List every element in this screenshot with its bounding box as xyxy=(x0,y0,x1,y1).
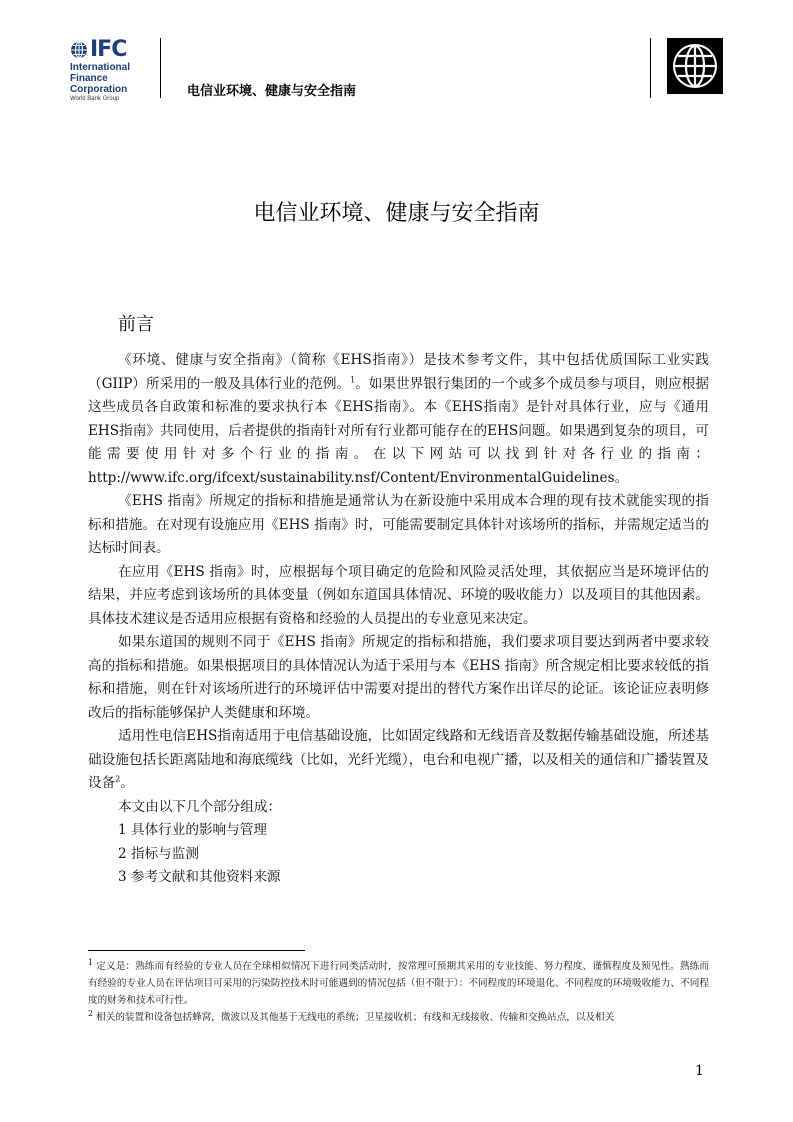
header-divider-right xyxy=(650,38,651,98)
paragraph-6: 本文由以下几个部分组成： xyxy=(118,798,282,815)
ifc-letters: IFC xyxy=(90,37,127,62)
paragraph-1 xyxy=(88,349,709,490)
ifc-line-finance: Finance xyxy=(70,73,108,84)
footnote-1 xyxy=(88,958,709,1009)
footnote-1-number: 1 xyxy=(88,957,94,967)
ifc-line-corporation: Corporation xyxy=(70,84,128,95)
page-number: 1 xyxy=(695,1063,704,1079)
contents-item-2: 2 指标与监测 xyxy=(118,845,199,862)
ifc-sub-label: World Bank Group xyxy=(70,96,120,102)
footnote-2-text: 相关的装置和设备包括蜂窝，微波以及其他基于无线电的系统；卫星接收机；有线和无线接收、传输和交换站点，以及相关 xyxy=(96,1012,615,1023)
paragraph-5 xyxy=(88,725,709,796)
paragraph-3: 在应用《EHS 指南》时，应根据每个项目确定的危险和风险灵活处理，其依据应当是环境评估的结果，并应考虑到该场所的具体变量（例如东道国具体情况、环境的吸收能力）以及项目的其他因素。具体技术建议是否适用应根据有资格和经验的人员提出的专业意见来决定。 xyxy=(88,563,709,627)
footnote-ref-1: 1 xyxy=(350,374,356,384)
paragraph-4: 如果东道国的规则不同于《EHS 指南》所规定的指标和措施，我们要求项目要达到两者中要求较高的指标和措施。如果根据项目的具体情况认为适于采用与本《EHS 指南》所含规定相比要求较低的指标和措施，则在针对该场所进行的环境评估中需要对提出的替代方案作出详尽的论证。该论证应表明修改后的指标能够保护人类健康和环境。 xyxy=(88,634,709,721)
section-heading-preface: 前言 xyxy=(118,314,154,335)
paragraph-2: 《EHS 指南》所规定的指标和措施是通常认为在新设施中采用成本合理的现有技术就能实现的指标和措施。在对现有设施应用《EHS 指南》时，可能需要制定具体针对该场所的指标，并需规定适当的达标时间表。 xyxy=(88,493,709,556)
contents-item-1: 1 具体行业的影响与管理 xyxy=(118,822,267,838)
ifc-line-international: International xyxy=(70,62,131,73)
footnote-ref-2: 2 xyxy=(115,774,121,784)
header-title: 电信业环境、健康与安全指南 xyxy=(187,84,357,99)
footnotes xyxy=(88,958,709,1026)
ifc-logo xyxy=(70,38,150,104)
footnote-rule xyxy=(88,950,305,951)
contents-item-3: 3 参考文献和其他资料来源 xyxy=(118,869,281,885)
body-text xyxy=(88,349,709,890)
footnote-1-text: 定义是：熟练而有经验的专业人员在全球相似情况下进行同类活动时，按常理可预期其采用的专业技能、努力程度、谨慎程度及预见性。熟练而有经验的专业人员在评估项目可采用的污染防控技术时可能遇到的情况包括（但不限于）：不同程度的环境退化、不同程度的环境吸收能力、不同程度的财务和技术可行性。 xyxy=(88,961,709,1006)
footnote-2-number: 2 xyxy=(88,1008,94,1018)
ifc-globe-icon xyxy=(70,41,88,59)
paragraph-1-part-b: 。如果世界银行集团的一个或多个成员参与项目，则应根据这些成员各自政策和标准的要求执行本《EHS指南》。本《EHS指南》是针对具体行业，应与《通用EHS指南》共同使用，后者提供的指南针对所有行业都可能存在的EHS问题。如果遇到复杂的项目，可能需要使用针对多个行业的指南。在以下网站可以找到针对各行业的指南：http://www.ifc.org/ifcext/sustainability.nsf/Content/EnvironmentalGuidelines。 xyxy=(88,375,709,486)
paragraph-5-part-a: 适用性电信EHS指南适用于电信基础设施，比如固定线路和无线语音及数据传输基础设施，所述基础设施包括长距离陆地和海底缆线（比如，光纤光缆），电台和电视广播，以及相关的通信和广播装置及设备 xyxy=(88,728,709,791)
world-bank-globe-icon xyxy=(667,38,723,94)
document-title: 电信业环境、健康与安全指南 xyxy=(253,201,540,226)
paragraph-1-part-a: 《环境、健康与安全指南》（简称《EHS指南》）是技术参考文件，其中包括优质国际工业实践（GIIP）所采用的一般及具体行业的范例。 xyxy=(88,352,709,392)
footnote-2 xyxy=(88,1009,709,1026)
paragraph-5-part-b: 。 xyxy=(120,775,134,791)
ifc-logo-mark xyxy=(70,38,150,62)
header-divider-left xyxy=(160,38,161,98)
